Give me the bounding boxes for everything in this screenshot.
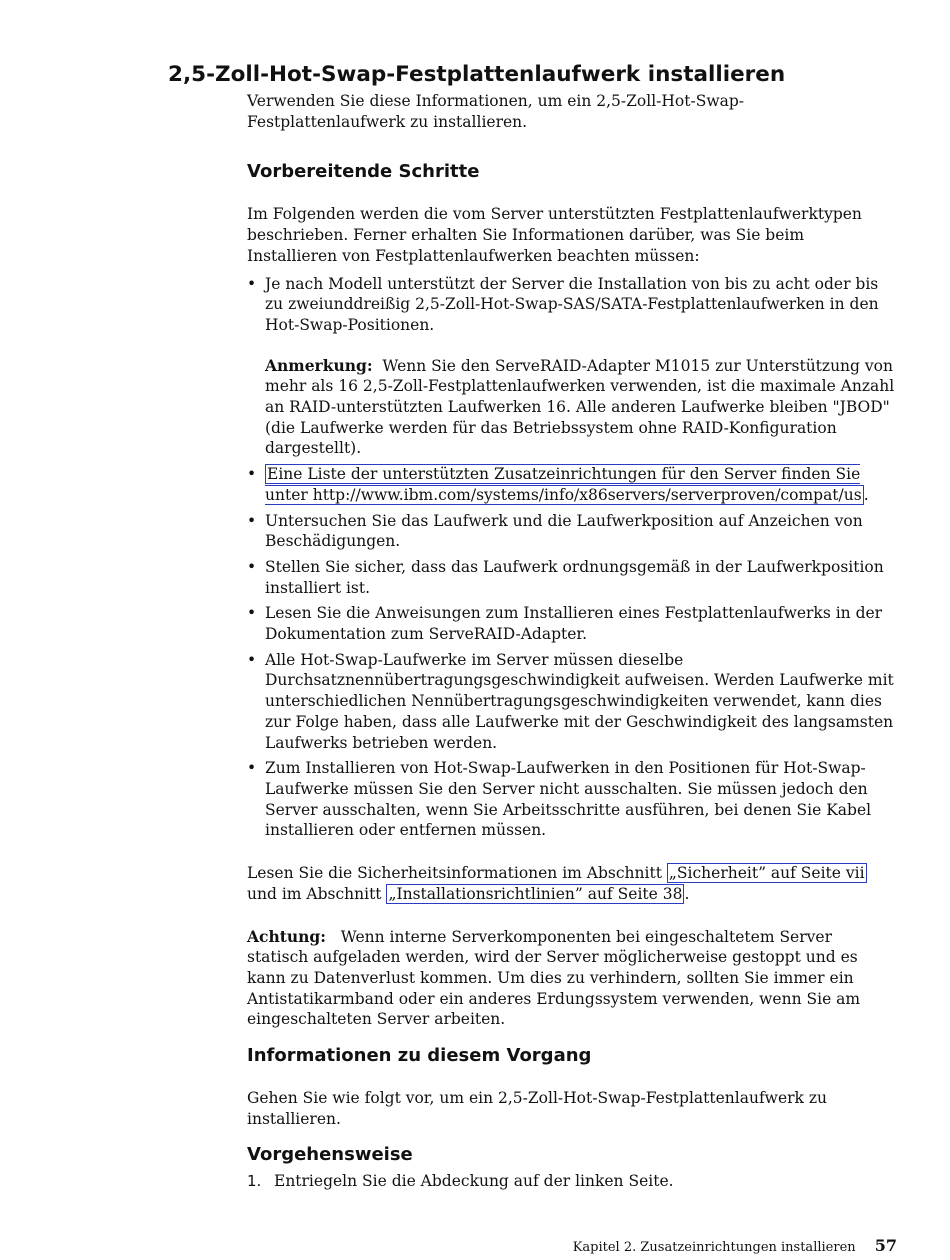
about-task-text: Gehen Sie wie folgt vor, um ein 2,5-Zoll-Hot-Swap-Festplattenlaufwerk zu installieren. bbox=[247, 1089, 827, 1128]
bullet-icon: • bbox=[247, 604, 257, 623]
list-item-text: Stellen Sie sicher, dass das Laufwerk ordnungsgemäß in der Laufwerkposition installiert ist. bbox=[265, 557, 884, 597]
serverproven-url-link[interactable]: http://www.ibm.com/systems/info/x86servers/serverproven/compat/us bbox=[312, 485, 862, 504]
list-item bbox=[247, 464, 895, 505]
section-heading-about-task: Informationen zu diesem Vorgang bbox=[247, 1045, 592, 1067]
list-item-text: Alle Hot-Swap-Laufwerke im Server müssen dieselbe Durchsatznennübertragungsgeschwindigkeit aufweisen. Werden Laufwerke mit unterschiedlichen Nennübertragungsgeschwindigkeiten verwendet, kann dies zur Folge haben, dass alle Laufwerke mit der Geschwindigkeit des langsamsten Laufwerks betrieben werden. bbox=[265, 650, 894, 752]
list-item bbox=[247, 557, 895, 598]
safety-reference-text: und im Abschnitt bbox=[247, 884, 382, 903]
list-item-text: Je nach Modell unterstützt der Server die Installation von bis zu acht oder bis zu zweiunddreißig 2,5-Zoll-Hot-Swap-SAS/SATA-Festplattenlaufwerken in den Hot-Swap-Positionen. bbox=[265, 274, 879, 334]
list-item-text: Lesen Sie die Anweisungen zum Installieren eines Festplattenlaufwerks in der Dokumentation zum ServeRAID-Adapter. bbox=[265, 604, 883, 644]
list-item bbox=[247, 650, 895, 754]
bullet-icon: • bbox=[247, 274, 257, 293]
bullet-icon: • bbox=[247, 650, 257, 669]
caution-notice bbox=[247, 927, 895, 1031]
procedure-step bbox=[247, 1171, 895, 1192]
intro-text: Verwenden Sie diese Informationen, um ein 2,5-Zoll-Hot-Swap-Festplattenlaufwerk zu installieren. bbox=[247, 92, 744, 131]
step-text: Entriegeln Sie die Abdeckung auf der linken Seite. bbox=[274, 1172, 674, 1191]
section-heading-prerequisites: Vorbereitende Schritte bbox=[247, 161, 480, 183]
list-item bbox=[247, 511, 895, 552]
bullet-icon: • bbox=[247, 511, 257, 530]
bullet-icon: • bbox=[247, 557, 257, 576]
list-item bbox=[247, 274, 895, 460]
list-item bbox=[247, 603, 895, 644]
page-footer bbox=[573, 1236, 897, 1255]
footer-chapter: Kapitel 2. Zusatzeinrichtungen installieren bbox=[572, 1240, 856, 1255]
caution-label: Achtung: bbox=[247, 926, 326, 946]
punctuation: . bbox=[684, 884, 690, 903]
list-item-text: Zum Installieren von Hot-Swap-Laufwerken in den Positionen für Hot-Swap-Laufwerke müssen Sie den Server nicht ausschalten. Sie müssen jedoch den Server ausschalten, wenn Sie Arbeitsschritte ausführen, bei denen Sie Kabel installieren oder entfernen müssen. bbox=[265, 759, 872, 840]
prerequisites-list bbox=[247, 274, 895, 842]
note-label: Anmerkung: bbox=[265, 355, 373, 375]
options-list-link-box[interactable] bbox=[265, 464, 864, 505]
page-title: 2,5-Zoll-Hot-Swap-Festplattenlaufwerk installieren bbox=[168, 62, 786, 87]
bullet-icon: • bbox=[247, 465, 257, 484]
section-heading-procedure: Vorgehensweise bbox=[247, 1144, 413, 1166]
procedure-steps bbox=[247, 1171, 895, 1192]
page-number: 57 bbox=[874, 1236, 897, 1255]
list-item-text: Untersuchen Sie das Laufwerk und die Laufwerkposition auf Anzeichen von Beschädigungen. bbox=[265, 511, 863, 551]
list-item bbox=[247, 758, 895, 841]
punctuation: . bbox=[863, 485, 869, 504]
safety-link[interactable]: „Sicherheit” auf Seite vii bbox=[668, 864, 865, 883]
note-text: Wenn Sie den ServeRAID-Adapter M1015 zur Unterstützung von mehr als 16 2,5-Zoll-Festplattenlaufwerken verwenden, ist die maximale Anzahl an RAID-unterstützten Laufwerken 16. Alle anderen Laufwerke bleiben "JBOD" (die Laufwerke werden für das Betriebssystem ohne RAID-Konfiguration dargestellt). bbox=[265, 356, 895, 458]
safety-reference bbox=[247, 863, 895, 904]
installation-guidelines-link[interactable]: „Installationsrichtlinien” auf Seite 38 bbox=[388, 884, 683, 903]
page-content bbox=[247, 91, 895, 1192]
caution-text: Wenn interne Serverkomponenten bei eingeschaltetem Server statisch aufgeladen werden, wird der Server möglicherweise gestoppt und es kann zu Datenverlust kommen. Um dies zu verhindern, sollten Sie immer ein Antistatikarmband oder ein anderes Erdungssystem verwenden, wenn Sie am eingeschalteten Server arbeiten. bbox=[247, 927, 861, 1029]
step-number: 1. bbox=[247, 1172, 262, 1191]
safety-reference-text: Lesen Sie die Sicherheitsinformationen im Abschnitt bbox=[247, 864, 662, 883]
list-item-text: Eine Liste der unterstützten Zusatzeinrichtungen für den Server finden Sie unter bbox=[265, 465, 861, 504]
note bbox=[265, 356, 895, 460]
prerequisites-lead: Im Folgenden werden die vom Server unterstützten Festplattenlaufwerktypen beschrieben. Ferner erhalten Sie Informationen darüber, was Sie beim Installieren von Festplattenlaufwerken beachten müssen: bbox=[247, 205, 862, 265]
bullet-icon: • bbox=[247, 759, 257, 778]
